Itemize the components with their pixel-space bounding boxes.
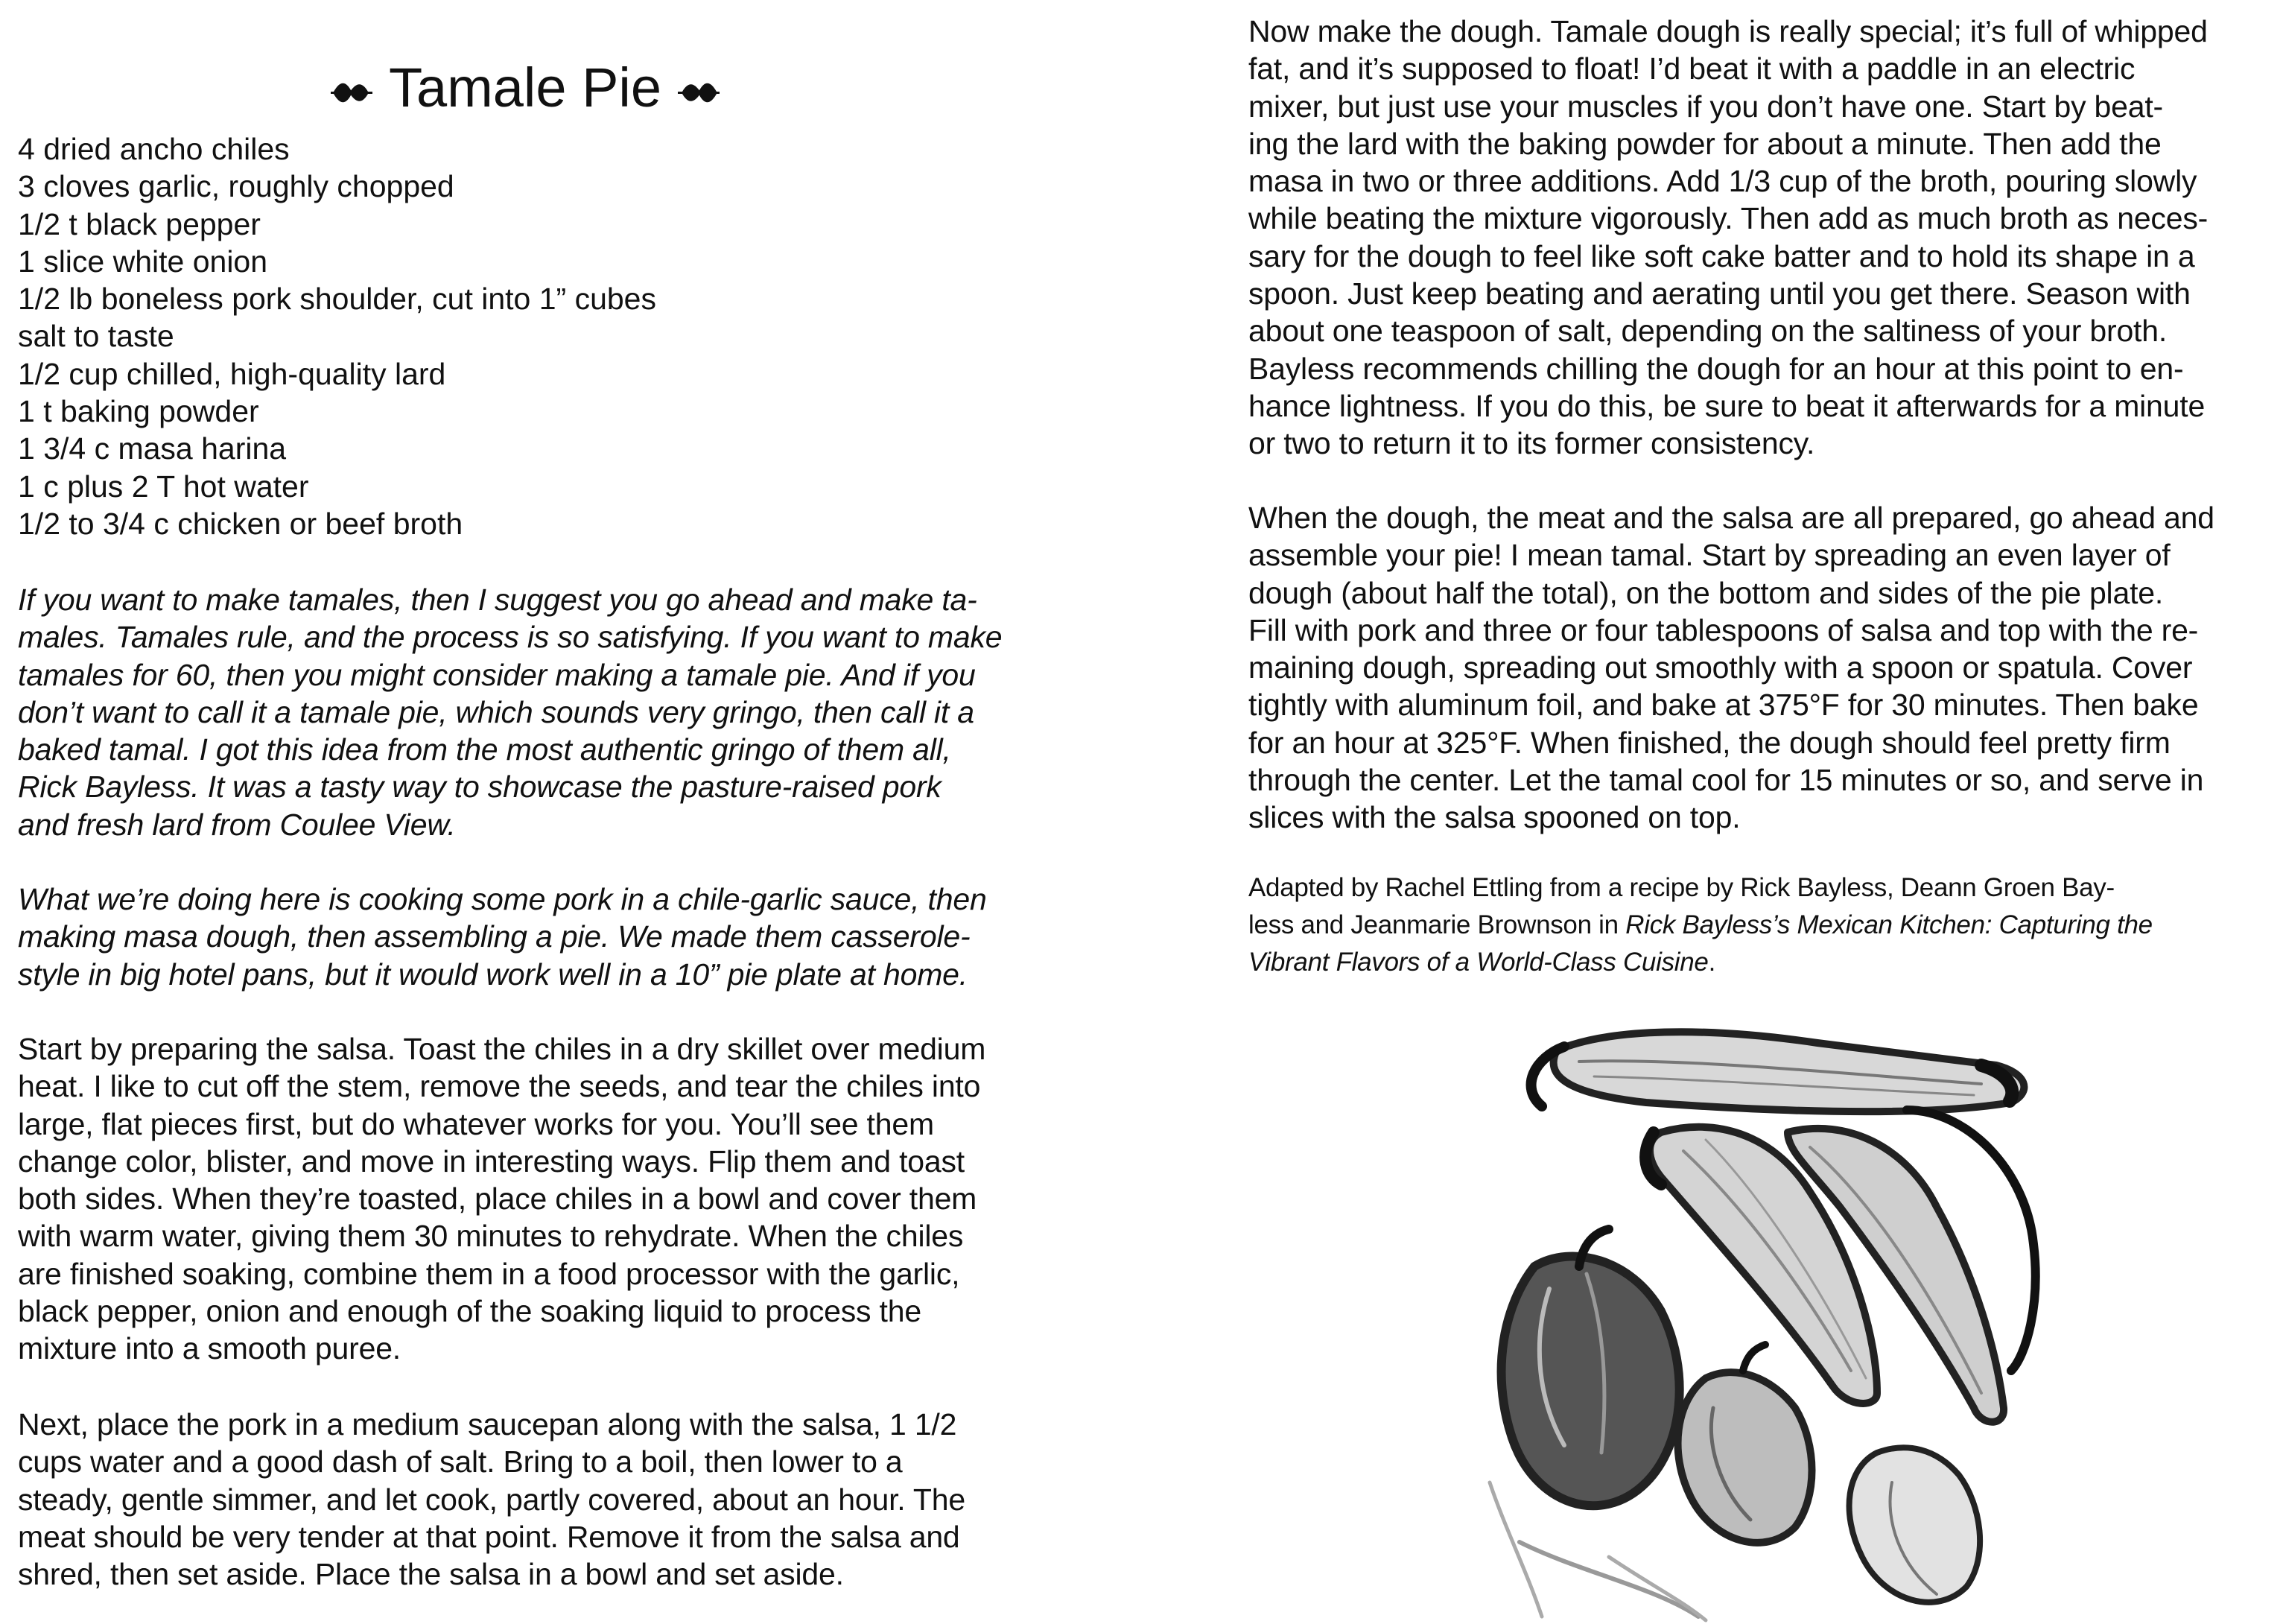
dough-step-paragraph [1248,13,2208,463]
ingredient-item: 1 c plus 2 T hot water [18,469,309,504]
ingredient-item: 1/2 cup chilled, high-quality lard [18,356,446,391]
intro-paragraph-2 [18,881,987,993]
ingredient-item: 1/2 t black pepper [18,206,261,241]
text-line: fat, and it’s supposed to float! I’d beat it with a paddle in an electric [1248,51,2136,86]
book-title: Vibrant Flavors of a World-Class Cuisine [1248,948,1709,977]
ingredient-item: 1 slice white onion [18,244,268,279]
text-line: making masa dough, then assembling a pie. We made them casserole- [18,919,971,954]
text-line: Fill with pork and three or four tablespoons of salsa and top with the re- [1248,612,2199,647]
ingredient-item: 4 dried ancho chiles [18,132,290,166]
text-line: Next, place the pork in a medium saucepan along with the salsa, 1 1/2 [18,1407,957,1441]
text-line: Bayless recommends chilling the dough for an hour at this point to en- [1248,351,2184,386]
right-leaf-ornament-icon [675,77,721,107]
salsa-step-paragraph [18,1030,985,1368]
text-line: hance lightness. If you do this, be sure to beat it afterwards for a minute [1248,388,2206,423]
text-line: dough (about half the total), on the bottom and sides of the pie plate. [1248,575,2164,610]
ingredient-item: salt to taste [18,319,174,354]
intro-paragraph-1 [18,581,1002,843]
text-line: steady, gentle simmer, and let cook, partly covered, about an hour. The [18,1482,965,1517]
credit-line [1248,944,2153,981]
ingredient-item: 1/2 to 3/4 c chicken or beef broth [18,506,463,541]
ingredient-item: 1 3/4 c masa harina [18,431,287,466]
text-line: shred, then set aside. Place the salsa in a bowl and set aside. [18,1557,844,1592]
ingredient-list [18,130,656,542]
text-line: about one teaspoon of salt, depending on the saltiness of your broth. [1248,314,2168,349]
text-line: When the dough, the meat and the salsa are all prepared, go ahead and [1248,501,2214,535]
credit-line: Adapted by Rachel Ettling from a recipe by Rick Bayless, Deann Groen Bay- [1248,873,2115,902]
text-line: black pepper, onion and enough of the soaking liquid to process the [18,1294,921,1329]
text-line: ing the lard with the baking powder for about a minute. Then add the [1248,126,2162,161]
text-line: What we’re doing here is cooking some pork in a chile-garlic sauce, then [18,882,987,916]
text-line: cups water and a good dash of salt. Bring to a boil, then lower to a [18,1444,903,1479]
text-line: males. Tamales rule, and the process is so satisfying. If you want to make [18,620,1003,655]
text-line: spoon. Just keep beating and aerating until you get there. Season with [1248,276,2191,311]
text-line: mixer, but just use your muscles if you don’t have one. Start by beat- [1248,89,2164,124]
text-line: Start by preparing the salsa. Toast the chiles in a dry skillet over medium [18,1032,986,1066]
ingredient-item: 3 cloves garlic, roughly chopped [18,169,454,204]
ink-sketch-chiles-and-corn-husks-icon [1460,1021,2086,1624]
text-line: sary for the dough to feel like soft cake batter and to hold its shape in a [1248,238,2195,273]
text-line: with warm water, giving them 30 minutes to rehydrate. When the chiles [18,1219,964,1254]
left-leaf-ornament-icon [329,77,375,107]
text-line: style in big hotel pans, but it would work well in a 10” pie plate at home. [18,957,968,992]
text-line: for an hour at 325°F. When finished, the dough should feel pretty firm [1248,725,2171,760]
credit-line [1248,907,2153,944]
recipe-title-text: Tamale Pie [388,56,662,118]
ingredient-item: 1 t baking powder [18,394,259,429]
text-line: tightly with aluminum foil, and bake at 375°F for 30 minutes. Then bake [1248,688,2199,723]
text-line: large, flat pieces first, but do whatever works for you. You’ll see them [18,1106,934,1141]
text-line: are finished soaking, combine them in a food processor with the garlic, [18,1256,960,1291]
text-line: masa in two or three additions. Add 1/3 cup of the broth, pouring slowly [1248,164,2197,199]
text-line: slices with the salsa spooned on top. [1248,800,1741,835]
recipe-title-heading [0,51,1050,125]
text-line: heat. I like to cut off the stem, remove the seeds, and tear the chiles into [18,1069,981,1104]
text-line: change color, blister, and move in interesting ways. Flip them and toast [18,1144,965,1179]
text-line: tamales for 60, then you might consider making a tamale pie. And if you [18,657,976,692]
assemble-step-paragraph [1248,499,2214,837]
pork-step-paragraph [18,1406,965,1593]
ingredient-item: 1/2 lb boneless pork shoulder, cut into 1” cubes [18,282,656,317]
credit-text: less and Jeanmarie Brownson in [1248,910,1626,939]
text-line: mixture into a smooth puree. [18,1331,401,1366]
text-line: both sides. When they’re toasted, place chiles in a bowl and cover them [18,1181,977,1217]
text-line: or two to return it to its former consistency. [1248,426,1815,461]
book-title: Rick Bayless’s Mexican Kitchen: Capturing the [1625,910,2153,939]
text-line: assemble your pie! I mean tamal. Start by spreading an even layer of [1248,538,2171,573]
text-line: maining dough, spreading out smoothly with a spoon or spatula. Cover [1248,650,2193,685]
credit-text: . [1708,948,1716,977]
text-line: If you want to make tamales, then I suggest you go ahead and make ta- [18,583,977,617]
text-line: don’t want to call it a tamale pie, which sounds very gringo, then call it a [18,694,974,729]
text-line: Rick Bayless. It was a tasty way to showcase the pasture-raised pork [18,770,942,805]
text-line: through the center. Let the tamal cool for 15 minutes or so, and serve in [1248,763,2204,798]
text-line: baked tamal. I got this idea from the most authentic gringo of them all, [18,732,951,767]
text-line: while beating the mixture vigorously. Then add as much broth as neces- [1248,201,2209,236]
text-line: and fresh lard from Coulee View. [18,807,456,842]
text-line: meat should be very tender at that point. Remove it from the salsa and [18,1519,960,1554]
recipe-credit [1248,869,2153,981]
text-line: Now make the dough. Tamale dough is really special; it’s full of whipped [1248,14,2208,48]
